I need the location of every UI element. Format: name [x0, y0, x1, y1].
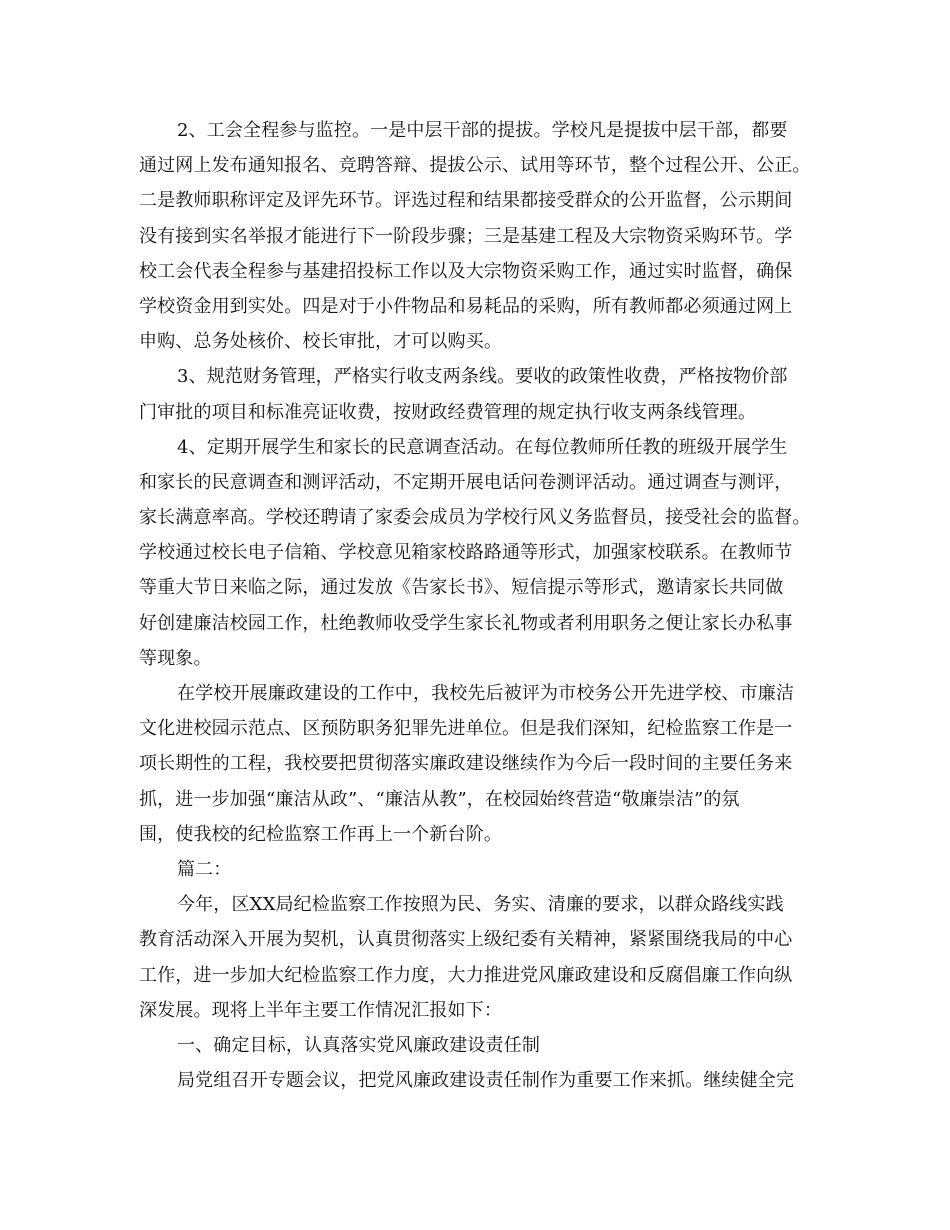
text-line: 项长期性的工程，我校要把贯彻落实廉政建设继续作为今后一段时间的主要任务来 [139, 753, 793, 775]
text-line: 工作，进一步加大纪检监察工作力度，大力推进党风廉政建设和反腐倡廉工作向纵 [139, 964, 793, 986]
text-line: 等现象。 [139, 647, 212, 669]
text-line: 2、工会全程参与监控。一是中层干部的提拔。学校凡是提拔中层干部，都要 [177, 120, 788, 141]
text-line: 通过网上发布通知报名、竞聘答辩、提拔公示、试用等环节，整个过程公开、公正。 [139, 155, 811, 177]
text-line: 围，使我校的纪检监察工作再上一个新台阶。 [139, 823, 502, 845]
text-line: 3、规范财务管理，严格实行收支两条线。要收的政策性收费，严格按物价部 [177, 366, 788, 388]
text-line: 篇二： [177, 858, 232, 880]
text-line: 学校通过校长电子信箱、学校意见箱家校路路通等形式，加强家校联系。在教师节 [139, 542, 793, 564]
text-line: 申购、总务处核价、校长审批，才可以购买。 [139, 331, 502, 353]
text-line: 门审批的项目和标准亮证收费，按财政经费管理的规定执行收支两条线管理。 [139, 401, 757, 423]
text-line: 二是教师职称评定及评先环节。评选过程和结果都接受群众的公开监督，公示期间 [139, 190, 793, 212]
text-line: 局党组召开专题会议，把党风廉政建设责任制作为重要工作来抓。继续健全完 [177, 1070, 795, 1092]
text-line: 4、定期开展学生和家长的民意调查活动。在每位教师所任教的班级开展学生 [177, 436, 788, 458]
text-line: 好创建廉洁校园工作，杜绝教师收受学生家长礼物或者利用职务之便让家长办私事 [139, 612, 793, 634]
text-line: 校工会代表全程参与基建招投标工作以及大宗物资采购工作，通过实时监督，确保 [139, 260, 793, 282]
text-line: 等重大节日来临之际，通过发放《告家长书》、短信提示等形式，邀请家长共同做 [139, 577, 784, 599]
text-line: 学校资金用到实处。四是对于小件物品和易耗品的采购，所有教师都必须通过网上 [139, 295, 793, 317]
text-line: 和家长的民意调查和测评活动，不定期开展电话问卷测评活动。通过调查与测评， [139, 471, 793, 493]
text-line: 深发展。现将上半年主要工作情况汇报如下： [139, 999, 502, 1021]
text-line: 一、确定目标，认真落实党风廉政建设责任制 [177, 1034, 540, 1056]
text-line: 抓，进一步加强“廉洁从政”、“廉洁从教”，在校园始终营造“敬廉崇洁”的氛 [139, 788, 740, 810]
text-line: 家长满意率高。学校还聘请了家委会成员为学校行风义务监督员，接受社会的监督。 [139, 507, 811, 529]
text-line: 文化进校园示范点、区预防职务犯罪先进单位。但是我们深知，纪检监察工作是一 [139, 718, 793, 740]
text-line: 今年，区XX局纪检监察工作按照为民、务实、清廉的要求，以群众路线实践 [177, 894, 784, 916]
document-body [139, 113, 819, 1098]
text-line: 教育活动深入开展为契机，认真贯彻落实上级纪委有关精神，紧紧围绕我局的中心 [139, 929, 793, 951]
text-line: 没有接到实名举报才能进行下一阶段步骤；三是基建工程及大宗物资采购环节。学 [139, 225, 793, 247]
text-line: 在学校开展廉政建设的工作中，我校先后被评为市校务公开先进学校、市廉洁 [177, 683, 795, 704]
